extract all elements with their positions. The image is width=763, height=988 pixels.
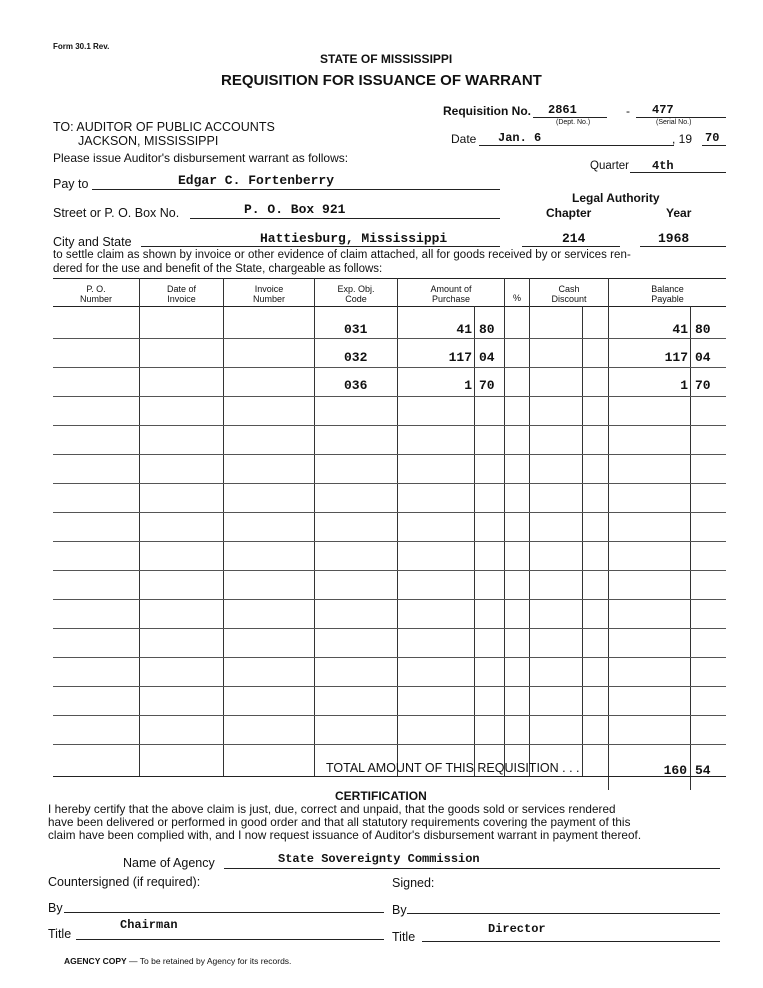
street-value: P. O. Box 921 bbox=[244, 202, 346, 217]
row-rule bbox=[53, 715, 726, 716]
footer-agency-copy: AGENCY COPY bbox=[64, 956, 127, 966]
countersign-title-label: Title bbox=[48, 927, 72, 941]
dept-no-caption: (Dept. No.) bbox=[556, 119, 591, 126]
legal-year-value: 1968 bbox=[658, 231, 690, 246]
footer-note bbox=[64, 956, 291, 966]
dept-no-value: 2861 bbox=[548, 103, 577, 117]
countersign-title-value: Chairman bbox=[120, 918, 178, 932]
row-rule bbox=[53, 483, 726, 484]
total-cents: 54 bbox=[695, 763, 711, 778]
column-divider bbox=[223, 278, 224, 776]
requisition-dash: - bbox=[626, 104, 630, 118]
row-rule bbox=[53, 686, 726, 687]
column-divider bbox=[529, 278, 530, 776]
street-label: Street or P. O. Box No. bbox=[53, 206, 180, 220]
date-label: Date bbox=[451, 132, 477, 146]
balance-cell: 1 bbox=[680, 378, 688, 393]
signed-title-label: Title bbox=[392, 930, 416, 944]
amount-cents-cell: 70 bbox=[479, 378, 495, 393]
header-po-number: P. O. Number bbox=[79, 284, 112, 304]
total-label: TOTAL AMOUNT OF THIS REQUISITION . . . bbox=[326, 761, 580, 775]
legal-year-line bbox=[640, 246, 726, 247]
city-line bbox=[141, 246, 500, 247]
row-rule bbox=[53, 396, 726, 397]
quarter-label: Quarter bbox=[590, 160, 629, 172]
to-city-line: JACKSON, MISSISSIPPI bbox=[78, 134, 219, 148]
pay-to-line bbox=[92, 189, 500, 190]
requisition-label: Requisition No. bbox=[443, 104, 531, 118]
state-title: STATE OF MISSISSIPPI bbox=[320, 52, 453, 66]
amount-cents-cell: 04 bbox=[479, 350, 495, 365]
header-cash-discount: Cash Discount bbox=[551, 284, 587, 304]
dept-no-line bbox=[533, 117, 607, 118]
date-value: Jan. 6 bbox=[498, 131, 542, 145]
header-amount-of-purchase: Amount of Purchase bbox=[430, 284, 472, 304]
signed-title-value: Director bbox=[488, 922, 546, 936]
quarter-line bbox=[630, 172, 726, 173]
countersign-by-line bbox=[64, 912, 384, 913]
settle-text-line1: to settle claim as shown by invoice or other evidence of claim attached, all for goods received by or services ren- bbox=[53, 249, 631, 261]
balance-cell: 41 bbox=[672, 322, 688, 337]
table-header-rule bbox=[53, 306, 726, 307]
balance-cents-cell: 70 bbox=[695, 378, 711, 393]
header-date-of-invoice: Date of Invoice bbox=[166, 284, 197, 304]
certification-line3: claim have been complied with, and I now request issuance of Auditor's disbursement warrant in payment thereof. bbox=[48, 829, 642, 842]
pay-to-label: Pay to bbox=[53, 177, 89, 191]
amount-cell: 41 bbox=[456, 322, 472, 337]
serial-no-value: 477 bbox=[652, 103, 674, 117]
pay-to-value: Edgar C. Fortenberry bbox=[178, 173, 335, 188]
row-rule bbox=[53, 744, 726, 745]
total-amount: 160 bbox=[663, 763, 687, 778]
agency-line bbox=[224, 868, 720, 869]
balance-cents-cell: 80 bbox=[695, 322, 711, 337]
total-divider bbox=[608, 776, 609, 790]
date-year-value: 70 bbox=[705, 131, 720, 145]
balance-cents-cell: 04 bbox=[695, 350, 711, 365]
quarter-value: 4th bbox=[652, 159, 674, 173]
table-top-rule bbox=[53, 278, 726, 279]
balance-cell: 117 bbox=[664, 350, 688, 365]
certification-title: CERTIFICATION bbox=[335, 789, 427, 803]
signed-by-label: By bbox=[392, 903, 407, 917]
chapter-line bbox=[522, 246, 620, 247]
settle-text-line2: dered for the use and benefit of the State, chargeable as follows: bbox=[53, 263, 383, 275]
total-cents-divider bbox=[690, 776, 691, 790]
exp-code-cell: 036 bbox=[344, 378, 368, 393]
chapter-value: 214 bbox=[562, 231, 586, 246]
form-number: Form 30.1 Rev. bbox=[53, 42, 110, 51]
agency-label: Name of Agency bbox=[123, 856, 215, 870]
row-rule bbox=[53, 512, 726, 513]
exp-code-cell: 031 bbox=[344, 322, 368, 337]
legal-authority-title: Legal Authority bbox=[572, 191, 660, 205]
certification-line2: have been delivered or performed in good order and that all statutory requirements covering the payment of this bbox=[48, 816, 631, 829]
date-line bbox=[479, 145, 674, 146]
row-rule bbox=[53, 657, 726, 658]
document-title: REQUISITION FOR ISSUANCE OF WARRANT bbox=[221, 72, 542, 89]
row-rule bbox=[53, 425, 726, 426]
header-percent: % bbox=[512, 293, 521, 303]
serial-no-caption: (Serial No.) bbox=[656, 119, 692, 126]
column-divider bbox=[314, 278, 315, 776]
amount-cents-cell: 80 bbox=[479, 322, 495, 337]
amount-cell: 117 bbox=[448, 350, 472, 365]
countersign-by-label: By bbox=[48, 901, 63, 915]
signed-title-line bbox=[422, 941, 720, 942]
year-line bbox=[702, 145, 726, 146]
header-exp-obj-code: Exp. Obj. Code bbox=[337, 284, 375, 304]
signed-label: Signed: bbox=[392, 876, 435, 890]
date-year-prefix: , 19 bbox=[672, 132, 693, 146]
city-label: City and State bbox=[53, 235, 132, 249]
street-line bbox=[190, 218, 500, 219]
row-rule bbox=[53, 541, 726, 542]
countersign-title-line bbox=[76, 939, 384, 940]
amount-cell: 1 bbox=[464, 378, 472, 393]
row-rule bbox=[53, 454, 726, 455]
row-rule bbox=[53, 599, 726, 600]
agency-value: State Sovereignty Commission bbox=[278, 852, 480, 866]
column-divider bbox=[139, 278, 140, 776]
header-balance-payable: Balance Payable bbox=[651, 284, 684, 304]
column-divider bbox=[504, 278, 505, 776]
exp-code-cell: 032 bbox=[344, 350, 368, 365]
chapter-label: Chapter bbox=[546, 206, 592, 220]
certification-line1: I hereby certify that the above claim is just, due, correct and unpaid, that the goods sold or services rendered bbox=[48, 803, 616, 816]
city-value: Hattiesburg, Mississippi bbox=[260, 231, 448, 246]
signed-by-line bbox=[407, 913, 720, 914]
countersigned-label: Countersigned (if required): bbox=[48, 875, 201, 889]
footer-retain-text: — To be retained by Agency for its records. bbox=[129, 956, 292, 966]
row-rule bbox=[53, 570, 726, 571]
header-invoice-number: Invoice Number bbox=[252, 284, 285, 304]
row-rule bbox=[53, 338, 726, 339]
serial-no-line bbox=[636, 117, 726, 118]
year-label: Year bbox=[666, 206, 692, 220]
row-rule bbox=[53, 367, 726, 368]
instruction-text: Please issue Auditor's disbursement warrant as follows: bbox=[53, 151, 349, 165]
row-rule bbox=[53, 628, 726, 629]
to-auditor-line: TO: AUDITOR OF PUBLIC ACCOUNTS bbox=[53, 120, 275, 134]
